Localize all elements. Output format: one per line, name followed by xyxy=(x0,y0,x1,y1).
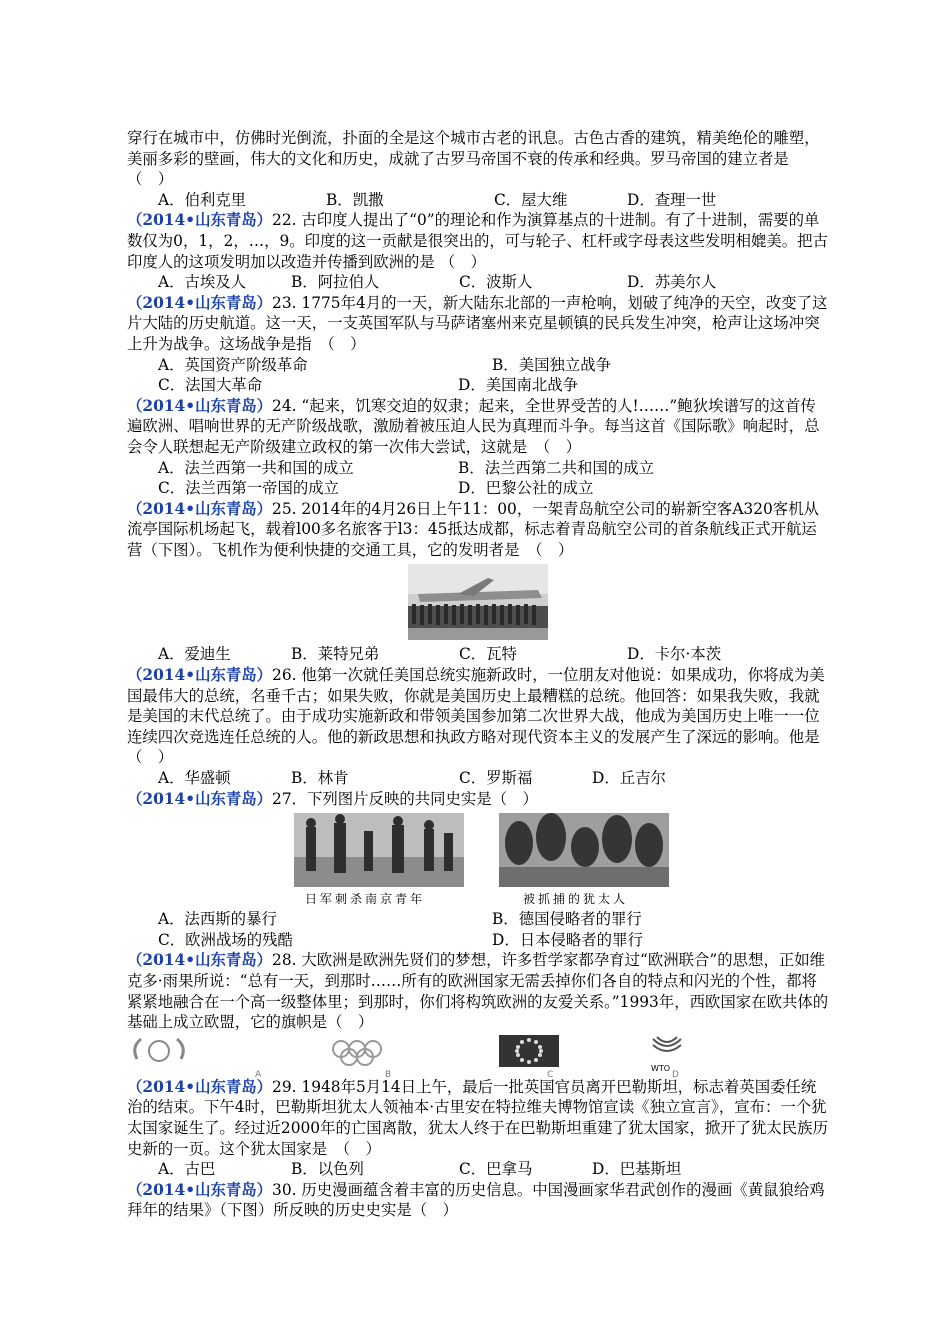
q26-option-b[interactable]: B．林肯 xyxy=(291,769,349,788)
q24-options-row2 xyxy=(127,478,831,499)
q30 xyxy=(127,1180,831,1221)
q22-source-tag: （2014•山东青岛） xyxy=(127,211,273,230)
q25-option-d[interactable]: D．卡尔·本茨 xyxy=(627,645,722,664)
q29-text: 29. 1948年5月14日上午，最后一批英国官员离开巴勒斯坦，标志着英国委任统治的结束。下午4时，巴勒斯坦犹太人领袖本·古里安在特拉维夫博物馆宣读《独立宣言》，宣布：一个犹太国家诞生了。经过近2000年的亡国离散，犹太人终于在巴勒斯坦重建了犹太国家，掀开了犹太民族历史新的一页。这个犹太国家是 （ ） xyxy=(127,1077,828,1158)
q21-option-c[interactable]: C．屋大维 xyxy=(494,190,568,209)
q21-option-b[interactable]: B．凯撒 xyxy=(326,190,384,209)
q30-text: 30. 历史漫画蕴含着丰富的历史信息。中国漫画家华君武创作的漫画《黄鼠狼给鸡拜年的结果》（下图）所反映的历史史实是（ ） xyxy=(127,1180,825,1220)
q24-source-tag: （2014•山东青岛） xyxy=(127,396,273,415)
q24-option-b[interactable]: B．法兰西第二共和国的成立 xyxy=(458,458,654,477)
wto-logo-label: WTO xyxy=(651,1063,671,1073)
q24 xyxy=(127,396,831,458)
q24-options-row1 xyxy=(127,458,831,479)
q23-option-c[interactable]: C．法国大革命 xyxy=(158,376,263,395)
q28-source-tag: （2014•山东青岛） xyxy=(127,951,273,970)
q23-source-tag: （2014•山东青岛） xyxy=(127,293,273,312)
q29-option-b[interactable]: B．以色列 xyxy=(291,1160,364,1179)
q28-flag-options xyxy=(127,1033,831,1080)
q26-option-c[interactable]: C．罗斯福 xyxy=(459,769,533,788)
q23-text: 23. 1775年4月的一天，新大陆东北部的一声枪响，划破了纯净的天空，改变了这片大陆的历史航道。这一天，一支英国军队与马萨诸塞州来克星顿镇的民兵发生冲突，枪声让这场冲突上升为战争。这场战争是指 （ ） xyxy=(127,293,828,353)
olympic-rings-icon xyxy=(327,1037,387,1067)
nanjing-photo xyxy=(294,813,464,887)
wto-logo-icon xyxy=(647,1035,687,1061)
q26-options xyxy=(127,768,831,789)
q25 xyxy=(127,499,831,561)
q27-option-b[interactable]: B．德国侵略者的罪行 xyxy=(492,910,642,929)
q22-option-a[interactable]: A．古埃及人 xyxy=(158,273,247,292)
q27-option-d[interactable]: D．日本侵略者的罪行 xyxy=(492,930,643,949)
q25-option-b[interactable]: B．莱特兄弟 xyxy=(291,645,380,664)
q27-figures xyxy=(127,809,831,909)
q27-caption-right: 被抓捕的犹太人 xyxy=(523,892,629,907)
q30-source-tag: （2014•山东青岛） xyxy=(127,1180,273,1199)
q29-option-a[interactable]: A．古巴 xyxy=(158,1160,216,1179)
q21-text: 穿行在城市中，仿佛时光倒流，扑面的全是这个城市古老的讯息。古色古香的建筑，精美绝伦的雕塑，美丽多彩的壁画，伟大的文化和历史，成就了古罗马帝国不衰的传承和经典。罗马帝国的建立者是 （ ） xyxy=(127,129,820,189)
q25-option-c[interactable]: C．瓦特 xyxy=(459,645,517,664)
q24-text: 24. “起来，饥寒交迫的奴隶；起来，全世界受苦的人!……”鲍狄埃谱写的这首传遍欧洲、唱响世界的无产阶级战歌，激励着被压迫人民为真理而斗争。每当这首《国际歌》响起时，总会令人联想起无产阶级建立政权的第一次伟大尝试，这就是 （ ） xyxy=(127,396,820,456)
q23-options-row1 xyxy=(127,355,831,376)
q22-option-c[interactable]: C．波斯人 xyxy=(459,273,533,292)
q29-options xyxy=(127,1159,831,1180)
un-emblem-icon xyxy=(129,1037,189,1067)
q23 xyxy=(127,293,831,355)
q25-options xyxy=(127,644,831,665)
q22-option-d[interactable]: D．苏美尔人 xyxy=(627,273,717,292)
q22-option-b[interactable]: B．阿拉伯人 xyxy=(291,273,380,292)
q21-option-d[interactable]: D．查理一世 xyxy=(627,190,717,209)
q29-option-d[interactable]: D．巴基斯坦 xyxy=(592,1160,682,1179)
q28-label-b: B xyxy=(385,1069,395,1080)
q23-option-a[interactable]: A．英国资产阶级革命 xyxy=(158,355,308,374)
q29-option-c[interactable]: C．巴拿马 xyxy=(459,1160,533,1179)
exam-page xyxy=(127,128,835,1221)
q23-options-row2 xyxy=(127,375,831,396)
q26-option-a[interactable]: A．华盛顿 xyxy=(158,769,231,788)
q23-option-b[interactable]: B．美国独立战争 xyxy=(492,355,612,374)
q27-option-c[interactable]: C．欧洲战场的残酷 xyxy=(158,930,293,949)
q24-option-a[interactable]: A．法兰西第一共和国的成立 xyxy=(158,458,354,477)
q28-label-a: A xyxy=(255,1069,265,1080)
q29-source-tag: （2014•山东青岛） xyxy=(127,1077,273,1096)
q25-option-a[interactable]: A．爱迪生 xyxy=(158,645,231,664)
q28-label-d: D xyxy=(672,1069,682,1080)
q27-caption-left: 日军刺杀南京青年 xyxy=(305,892,426,907)
q25-text: 25. 2014年的4月26日上午11：00，一架青岛航空公司的崭新空客A320客机从流亭国际机场起飞，载着l00多名旅客于l3：45抵达成都，标志着青岛航空公司的首条航线正式开航运营（下图）。飞机作为便利快捷的交通工具，它的发明者是 （ ） xyxy=(127,499,819,559)
q22-text: 22. 古印度人提出了“0”的理论和作为演算基点的十进制。有了十进制，需要的单数仅为0，1，2，…，9。印度的这一贡献是很突出的，可与轮子、杠杆或字母表这些发明相媲美。把古印度人的这项发明加以改造并传播到欧洲的是 （ ） xyxy=(127,211,828,271)
q25-source-tag: （2014•山东青岛） xyxy=(127,499,273,518)
q26-option-d[interactable]: D．丘吉尔 xyxy=(592,769,666,788)
q25-figure xyxy=(127,560,831,644)
q27 xyxy=(127,789,831,810)
eu-flag-icon xyxy=(499,1035,559,1067)
q28 xyxy=(127,950,831,1032)
q22 xyxy=(127,210,831,272)
q23-option-d[interactable]: D．美国南北战争 xyxy=(458,376,579,395)
q24-option-d[interactable]: D．巴黎公社的成立 xyxy=(458,479,594,498)
q29 xyxy=(127,1077,831,1159)
q26-source-tag: （2014•山东青岛） xyxy=(127,666,273,685)
q28-text: 28. 大欧洲是欧洲先贤们的梦想，许多哲学家都孕育过“欧洲联合”的思想，正如维克多·雨果所说：“总有一天，到那时……所有的欧洲国家无需丢掉你们各自的特点和闪光的个性，都将紧紧地融合在一个高一级整体里；到那时，你们将构筑欧洲的友爱关系。”1993年，西欧国家在欧共体的基础上成立欧盟，它的旗帜是（ ） xyxy=(127,951,829,1032)
q27-options-row1 xyxy=(127,909,831,930)
jews-arrest-photo xyxy=(499,813,669,887)
q28-label-c: C xyxy=(547,1069,557,1080)
q26-text: 26. 他第一次就任美国总统实施新政时，一位朋友对他说：如果成功，你将成为美国最伟大的总统，名垂千古；如果失败，你就是美国历史上最糟糕的总统。他回答：如果我失败，我就是美国的末代总统了。由于成功实施新政和带领美国参加第二次世界大战，他成为美国历史上唯一一位连续四次竞选连任总统的人。他的新政思想和执政方略对现代资本主义的发展产生了深远的影响。他是 （ ） xyxy=(127,666,835,767)
q27-options-row2 xyxy=(127,930,831,951)
airplane-photo xyxy=(408,564,548,640)
q24-option-c[interactable]: C．法兰西第一帝国的成立 xyxy=(158,479,340,498)
q22-options xyxy=(127,272,831,293)
q21-option-a[interactable]: A．伯利克里 xyxy=(158,190,247,209)
q27-text: 27．下列图片反映的共同史实是（ ） xyxy=(272,789,538,808)
q27-source-tag: （2014•山东青岛） xyxy=(127,789,273,808)
q26 xyxy=(127,665,835,768)
q27-option-a[interactable]: A．法西斯的暴行 xyxy=(158,910,277,929)
q21-options xyxy=(127,190,831,211)
